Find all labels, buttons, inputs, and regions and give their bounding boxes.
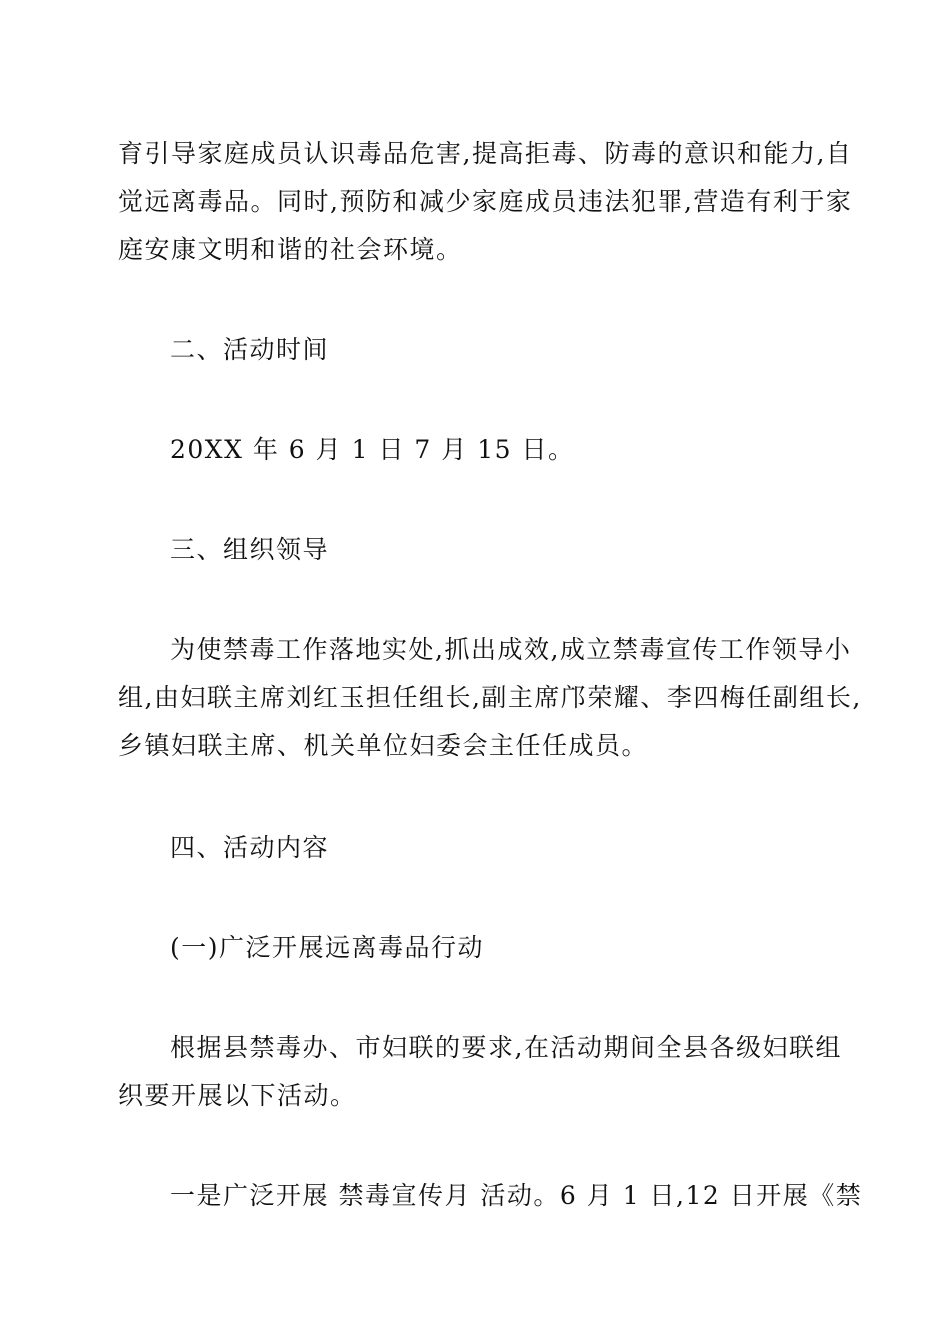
text-line: 一是广泛开展 禁毒宣传月 活动。6 月 1 日,12 日开展《禁 bbox=[170, 1181, 863, 1210]
first-item-paragraph bbox=[118, 1172, 863, 1220]
text-line: 组,由妇联主席刘红玉担任组长,副主席邝荣耀、李四梅任副组长, bbox=[118, 683, 862, 712]
text-line: 乡镇妇联主席、机关单位妇委会主任任成员。 bbox=[118, 731, 649, 760]
heading-text: 四、活动内容 bbox=[170, 833, 330, 862]
text-line: 根据县禁毒办、市妇联的要求,在活动期间全县各级妇联组 bbox=[170, 1033, 842, 1062]
intro-paragraph bbox=[118, 130, 853, 274]
section-heading-content bbox=[118, 824, 838, 872]
heading-text: 二、活动时间 bbox=[170, 335, 330, 364]
time-paragraph bbox=[118, 426, 838, 474]
text-line: 育引导家庭成员认识毒品危害,提高拒毒、防毒的意识和能力,自 bbox=[118, 139, 853, 168]
organization-paragraph bbox=[118, 626, 862, 770]
heading-text: (一)广泛开展远离毒品行动 bbox=[170, 933, 485, 962]
text-line: 为使禁毒工作落地实处,抓出成效,成立禁毒宣传工作领导小 bbox=[170, 635, 852, 664]
text-line: 织要开展以下活动。 bbox=[118, 1081, 357, 1110]
text-line: 觉远离毒品。同时,预防和减少家庭成员违法犯罪,营造有利于家 bbox=[118, 187, 853, 216]
section-heading-time bbox=[118, 326, 838, 374]
text-line: 20XX 年 6 月 1 日 7 月 15 日。 bbox=[170, 435, 575, 464]
subheading-action bbox=[118, 924, 838, 972]
basis-paragraph bbox=[118, 1024, 842, 1120]
section-heading-organization bbox=[118, 526, 838, 574]
heading-text: 三、组织领导 bbox=[170, 535, 330, 564]
text-line: 庭安康文明和谐的社会环境。 bbox=[118, 235, 463, 264]
